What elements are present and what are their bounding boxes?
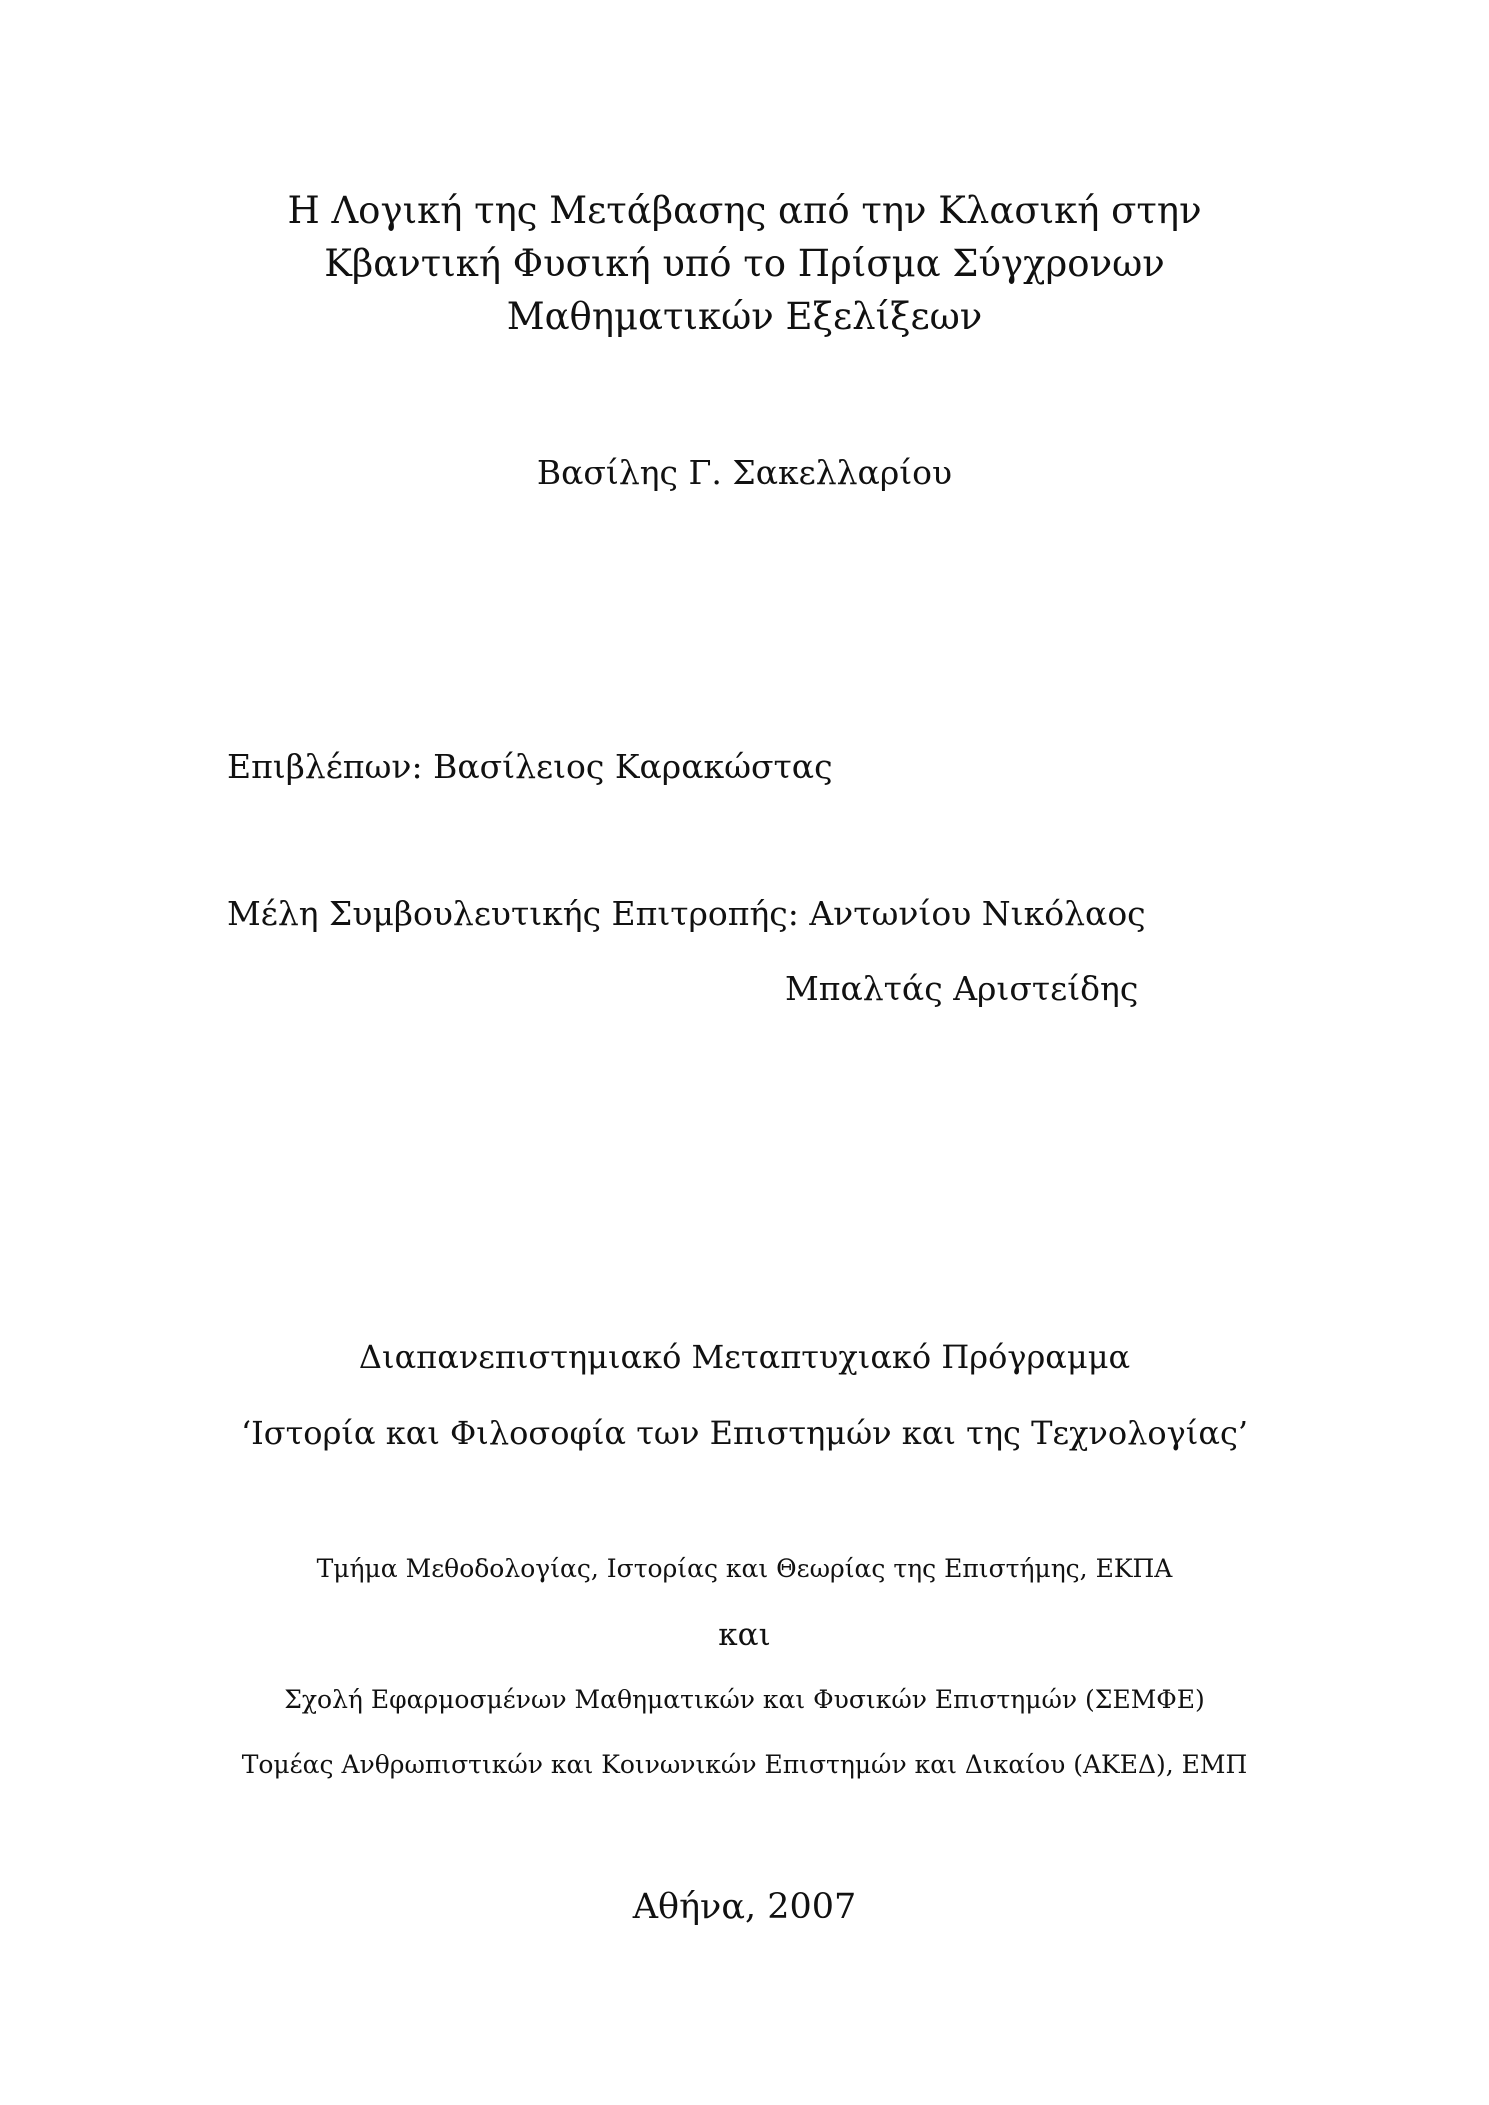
department-first: Τμήμα Μεθοδολογίας, Ιστορίας και Θεωρίας της Επιστήμης, ΕΚΠΑ [316,1554,1173,1583]
place-date: Αθήνα, 2007 [632,1887,857,1927]
thesis-title-line-3: Μαθηματικών Εξελίξεων [506,295,983,338]
department-conjunction: και [718,1617,771,1653]
department-third: Τομέας Ανθρωπιστικών και Κοινωνικών Επιστημών και Δικαίου (ΑΚΕΔ), ΕΜΠ [241,1750,1248,1779]
thesis-title-line-1: Η Λογική της Μετάβασης από την Κλασική στην [287,189,1202,232]
committee-line: Μέλη Συμβουλευτικής Επιτροπής: Αντωνίου Νικόλαος [227,894,1146,933]
supervisor-line: Επιβλέπων: Βασίλειος Καρακώστας [227,747,833,786]
department-second: Σχολή Εφαρμοσμένων Μαθηματικών και Φυσικών Επιστημών (ΣΕΜΦΕ) [284,1685,1205,1714]
program-title: ‘Ιστορία και Φιλοσοφία των Επιστημών και της Τεχνολογίας’ [240,1414,1249,1452]
thesis-title-line-2: Κβαντική Φυσική υπό το Πρίσμα Σύγχρονων [324,242,1165,285]
program-name: Διαπανεπιστημιακό Μεταπτυχιακό Πρόγραμμα [358,1338,1131,1376]
committee-second-member: Μπαλτάς Αριστείδης [785,969,1139,1008]
author-name: Βασίλης Γ. Σακελλαρίου [536,453,953,492]
